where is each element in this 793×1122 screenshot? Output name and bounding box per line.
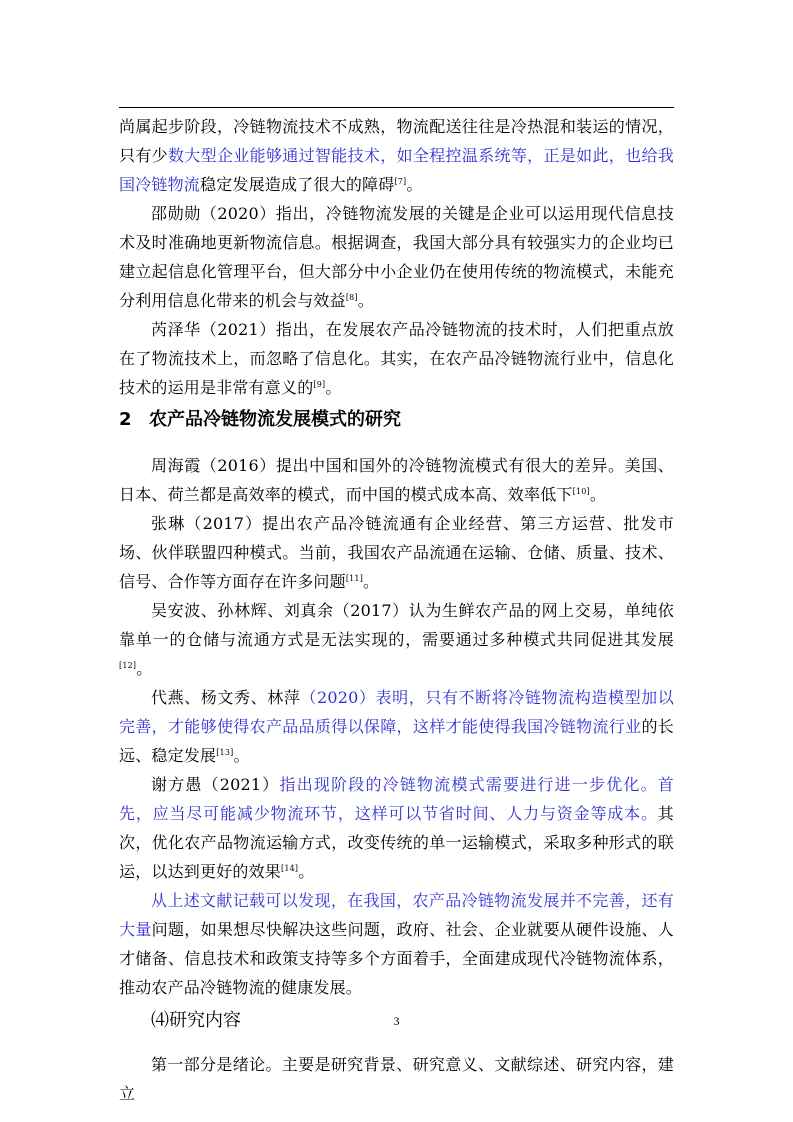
page-number: 3 xyxy=(393,1014,400,1028)
text-run: 其次，优化农产品物流运输方式，改变传统的单一运输模式，采取多种形式的联运，以达到更好的效果 xyxy=(119,804,674,881)
paragraph-3 xyxy=(119,315,674,402)
citation-ref: [12] xyxy=(119,661,137,670)
header-rule xyxy=(119,107,674,108)
text-run: 邵勋勋（2020）指出，冷链物流发展的关键是企业可以运用现代信息技术及时准确地更新物流信息。根据调查，我国大部分具有较强实力的企业均已建立起信息化管理平台，但大部分中小企业仍在使用传统的物流模式，未能充分利用信息化带来的机会与效益 xyxy=(119,204,674,310)
text-run: 。 xyxy=(298,862,315,881)
citation-ref: [8] xyxy=(345,293,358,302)
text-run: 谢方愚（2021） xyxy=(151,775,280,794)
highlighted-text: （2020）表明，只有不断将冷链物流构造模型加以完善，才能够使得农产品品质得以保障，这样才能使得我国冷链物流行业 xyxy=(119,688,674,736)
paragraph-6 xyxy=(119,596,674,683)
text-run: 芮泽华（2021）指出，在发展农产品冷链物流的技术时，人们把重点放在了物流技术上，而忽略了信息化。其实，在农产品冷链物流行业中，信息化技术的运用是非常有意义的 xyxy=(119,320,674,397)
section-heading-2 xyxy=(119,406,674,434)
paragraph-9 xyxy=(119,886,674,1002)
paragraph-2 xyxy=(119,199,674,315)
citation-ref: [13] xyxy=(216,748,234,757)
paragraph-1 xyxy=(119,112,674,199)
text-run: 吴安波、孙林辉、刘真余（2017）认为生鲜农产品的网上交易，单纯依靠单一的仓储与流通方式是无法实现的，需要通过多种模式共同促进其发展 xyxy=(119,601,674,649)
text-run: 。 xyxy=(406,175,423,194)
citation-ref: [14] xyxy=(281,864,299,873)
highlighted-text: 从上述文献记载可以发现，在我国，农产品冷链物流发展并不完善，还有大量 xyxy=(119,891,674,939)
text-run: 。 xyxy=(233,746,250,765)
highlighted-text: 数大型企业能够通过智能技术，如全程控温系统等，正是如此，也给我国冷链物流 xyxy=(119,146,674,194)
text-run: 的长远、稳定发展 xyxy=(119,717,674,765)
text-run: 稳定发展造成了很大的障碍 xyxy=(200,175,395,194)
paragraph-8 xyxy=(119,770,674,886)
citation-ref: [7] xyxy=(394,177,407,186)
text-run: 张琳（2017）提出农产品冷链流通有企业经营、第三方运营、批发市场、伙伴联盟四种模式。当前，我国农产品流通在运输、仓储、质量、技术、信号、合作等方面存在许多问题 xyxy=(119,514,674,591)
text-run: 。 xyxy=(589,485,607,504)
text-run: 。 xyxy=(363,572,380,591)
text-run: 周海霞（2016）提出中国和国外的冷链物流模式有很大的差异。美国、日本、荷兰都是高效率的模式，而中国的模式成本高、效率低下 xyxy=(119,456,674,504)
citation-ref: [10] xyxy=(572,487,590,496)
text-run: 代燕、杨文秀、林萍 xyxy=(151,688,301,707)
highlighted-text: 指出现阶段的冷链物流模式需要进行进一步优化。首先，应当尽可能减少物流环节，这样可以节省时间、人力与资金等成本。 xyxy=(119,775,674,823)
paragraph-4 xyxy=(119,451,674,509)
text-run: 。 xyxy=(325,378,342,397)
text-run: 尚属起步阶段，冷链物流技术不成熟，物流配送往往是冷热混和装运的情况，只有少 xyxy=(119,117,674,165)
citation-ref: [9] xyxy=(313,380,326,389)
text-run: 。 xyxy=(357,291,374,310)
document-body xyxy=(119,112,674,1108)
text-run: 。 xyxy=(136,659,153,678)
section-heading-4: ⑷研究内容 xyxy=(151,1010,241,1031)
text-run: 问题，如果想尽快解决这些问题，政府、社会、企业就要从硬件设施、人才储备、信息技术和政策支持等多个方面着手，全面建成现代冷链物流体系，推动农产品冷链物流的健康发展。 xyxy=(119,920,674,997)
paragraph-10: 第一部分是绪论。主要是研究背景、研究意义、文献综述、研究内容，建立 xyxy=(119,1055,674,1103)
section-number: 2 xyxy=(119,409,132,430)
paragraph-7 xyxy=(119,683,674,770)
paragraph-5 xyxy=(119,509,674,596)
citation-ref: [11] xyxy=(345,574,364,583)
section-title: 农产品冷链物流发展模式的研究 xyxy=(149,409,401,430)
